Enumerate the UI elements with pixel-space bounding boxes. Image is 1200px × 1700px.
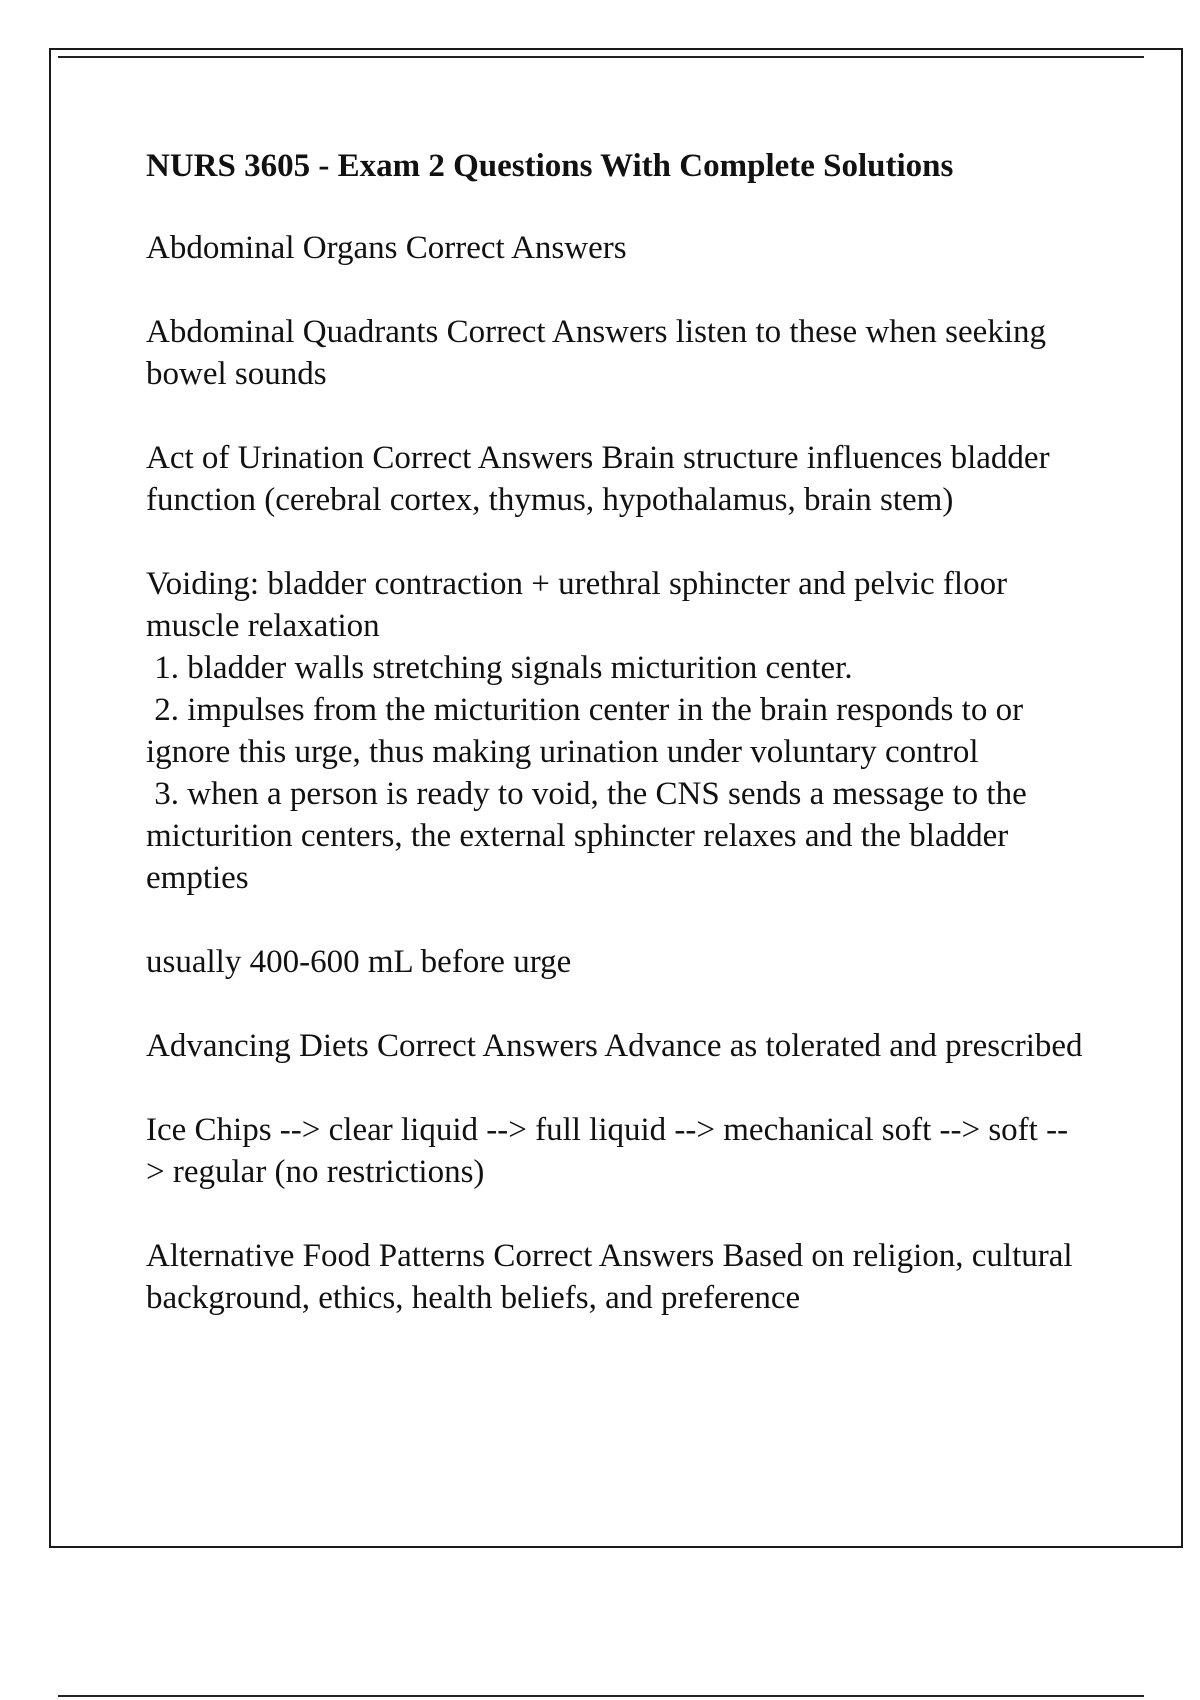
voiding-step: 1. bladder walls stretching signals micturition center. bbox=[146, 650, 853, 686]
entry-advancing-diets bbox=[146, 1025, 1086, 1067]
voiding-step: 2. impulses from the micturition center in the brain responds to or ignore this urge, thus making urination under voluntary control bbox=[146, 692, 1032, 770]
voiding-intro: Voiding: bladder contraction + urethral sphincter and pelvic floor muscle relaxation bbox=[146, 566, 1016, 644]
entry-answer: listen to these when seeking bowel sounds bbox=[146, 314, 1055, 392]
document-title: NURS 3605 - Exam 2 Questions With Complete Solutions bbox=[146, 148, 954, 184]
entry-term: Alternative Food Patterns bbox=[146, 1238, 486, 1274]
entry-answer-label: Correct Answers bbox=[376, 1028, 598, 1064]
entry-abdominal-organs bbox=[146, 227, 1086, 269]
voiding-step: 3. when a person is ready to void, the CNS sends a message to the micturition centers, the external sphincter relaxes and the bladder empties bbox=[146, 776, 1036, 896]
entry-answer: Brain structure influences bladder function (cerebral cortex, thymus, hypothalamus, brain stem) bbox=[146, 440, 1058, 518]
entry-abdominal-quadrants bbox=[146, 311, 1086, 395]
entry-term: Abdominal Quadrants bbox=[146, 314, 439, 350]
volume-note: usually 400-600 mL before urge bbox=[146, 944, 572, 980]
entry-answer-label: Correct Answers bbox=[446, 314, 668, 350]
diet-progression: Ice Chips --> clear liquid --> full liquid --> mechanical soft --> soft --> regular (no restrictions) bbox=[146, 1112, 1069, 1190]
entry-answer-label: Correct Answers bbox=[405, 230, 627, 266]
bottom-rule bbox=[58, 1695, 1144, 1697]
entry-answer: Based on religion, cultural background, ethics, health beliefs, and preference bbox=[146, 1238, 1081, 1316]
entry-answer: Advance as tolerated and prescribed bbox=[604, 1028, 1083, 1064]
entry-term: Advancing Diets bbox=[146, 1028, 369, 1064]
entry-answer-label: Correct Answers bbox=[372, 440, 594, 476]
entry-alternative-food-patterns bbox=[146, 1235, 1086, 1319]
document-body bbox=[146, 145, 1086, 1361]
voiding-section bbox=[146, 563, 1086, 899]
entry-answer-label: Correct Answers bbox=[493, 1238, 715, 1274]
entry-term: Act of Urination bbox=[146, 440, 365, 476]
entry-act-of-urination bbox=[146, 437, 1086, 521]
entry-term: Abdominal Organs bbox=[146, 230, 398, 266]
